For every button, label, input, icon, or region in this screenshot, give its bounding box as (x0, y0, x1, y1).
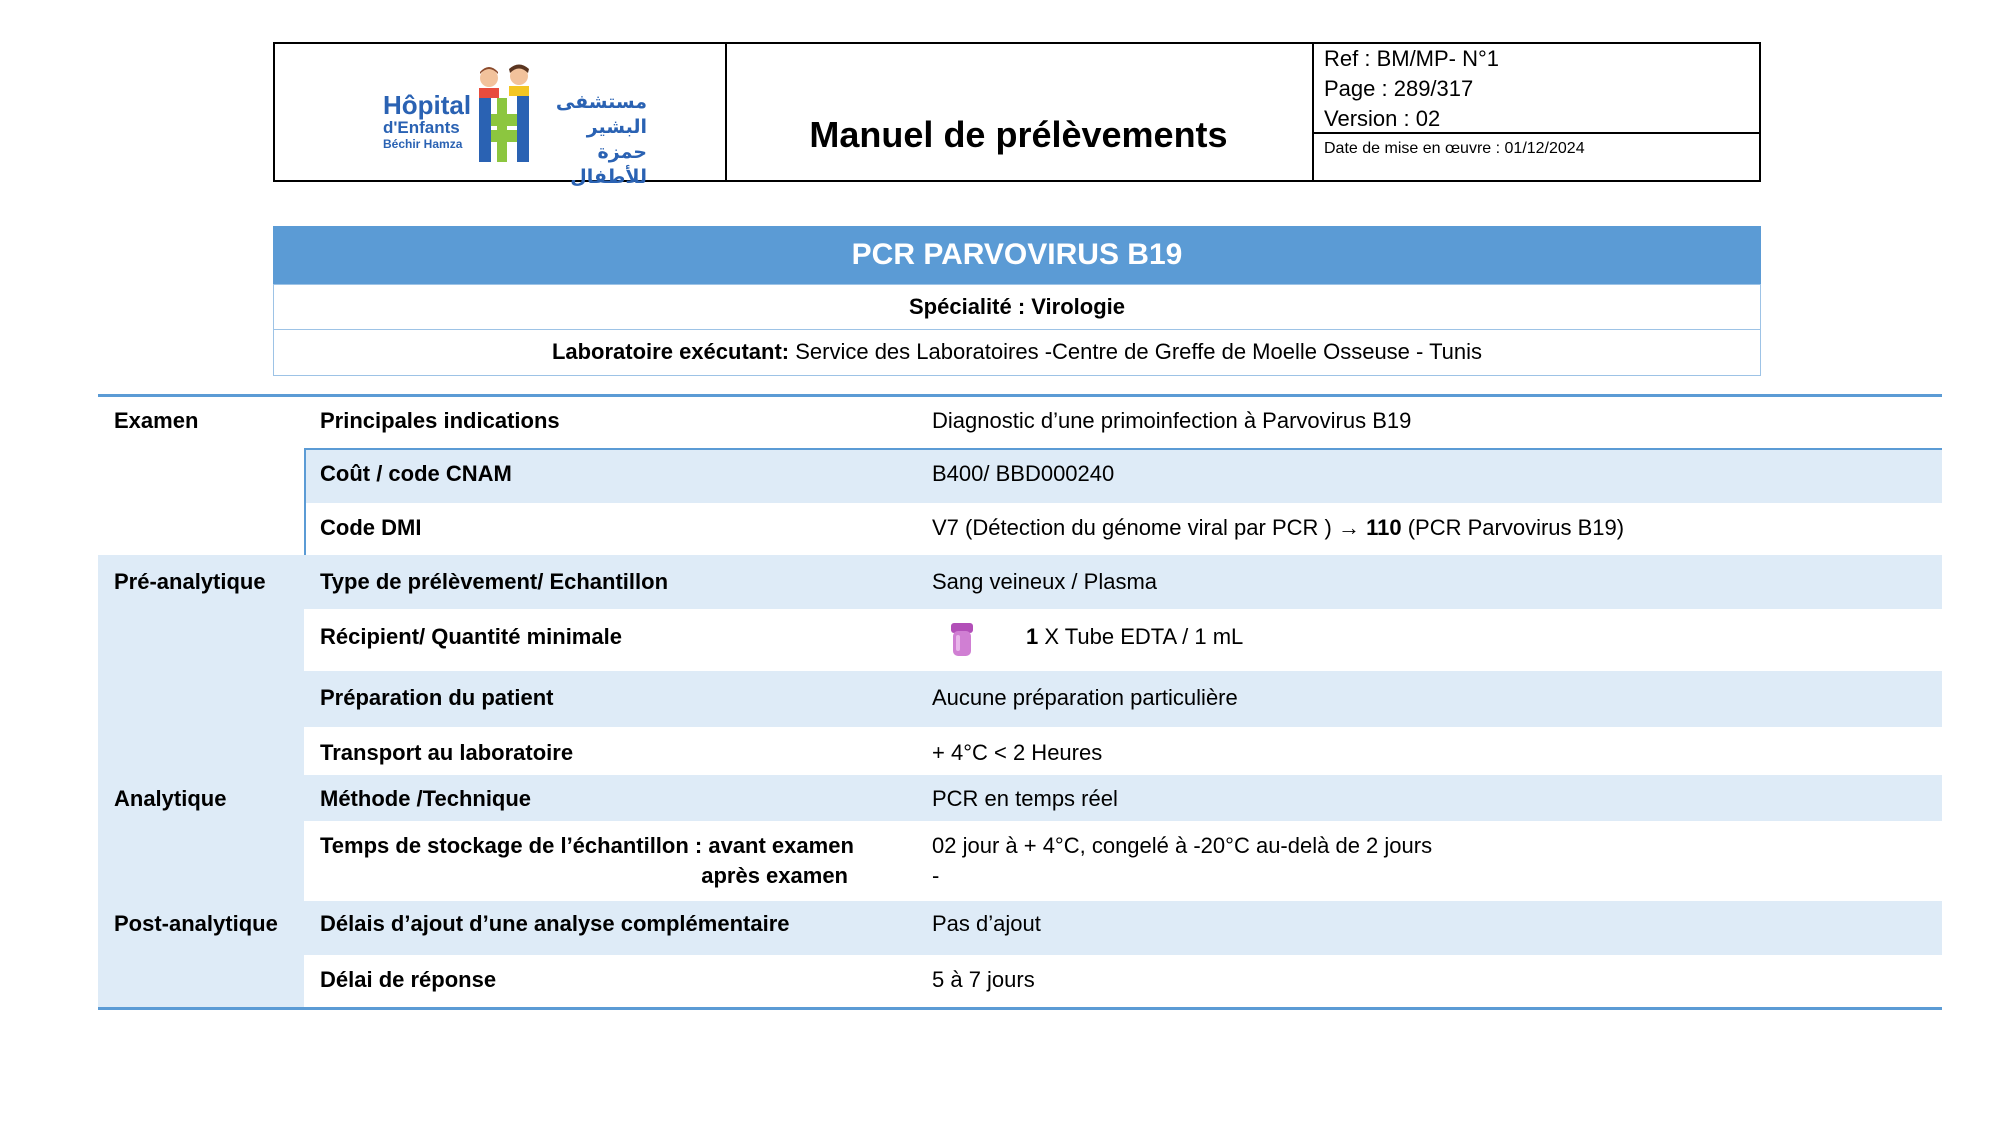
document-header (273, 42, 1761, 188)
dmi-part-a: V7 (Détection du génome viral par PCR ) (932, 515, 1338, 540)
label-preparation: Préparation du patient (320, 685, 554, 710)
exam-title: PCR PARVOVIRUS B19 (273, 226, 1761, 284)
value-methode: PCR en temps réel (932, 786, 1118, 811)
value-recipient (1026, 624, 1243, 650)
lab-text (273, 330, 1761, 376)
ref-text: Ref : BM/MP- N°1 (1324, 46, 1500, 71)
logo-cell (275, 44, 727, 188)
table-bottom-rule (98, 1007, 1942, 1010)
hospital-logo-icon (471, 64, 541, 168)
value-delais: Pas d’ajout (932, 911, 1041, 936)
section-pre-analytique: Pré-analytique (114, 569, 266, 594)
page-text: Page : 289/317 (1324, 76, 1474, 101)
value-stockage-avant: 02 jour à + 4°C, congelé à -20°C au-delà de 2 jours (932, 833, 1433, 858)
label-cout: Coût / code CNAM (320, 461, 512, 486)
label-reponse: Délai de réponse (320, 967, 497, 992)
value-dmi (932, 515, 1624, 541)
label-recipient: Récipient/ Quantité minimale (320, 624, 622, 649)
edta-tube-icon (950, 623, 974, 657)
meta-info (1312, 44, 1759, 134)
value-cout: B400/ BBD000240 (932, 461, 1115, 486)
lab-value: Service des Laboratoires -Centre de Greffe de Moelle Osseuse - Tunis (789, 339, 1483, 364)
value-reponse: 5 à 7 jours (932, 967, 1035, 992)
label-transport: Transport au laboratoire (320, 740, 574, 765)
value-preparation: Aucune préparation particulière (932, 685, 1238, 710)
exam-details-table (98, 394, 1942, 1010)
label-stockage-apres: après examen (701, 863, 848, 888)
recipient-desc: X Tube EDTA / 1 mL (1038, 624, 1244, 649)
label-delais: Délais d’ajout d’une analyse complémentaire (320, 911, 790, 936)
dmi-part-c: (PCR Parvovirus B19) (1401, 515, 1625, 540)
value-transport: + 4°C < 2 Heures (932, 740, 1103, 765)
examen-divider-h (304, 448, 1942, 450)
dmi-code: 110 (1366, 515, 1402, 540)
row-shade (304, 449, 1942, 503)
lab-label: Laboratoire exécutant: (551, 339, 790, 364)
version-text: Version : 02 (1324, 106, 1441, 131)
recipient-qty: 1 (1026, 624, 1039, 649)
section-shade (98, 555, 304, 1008)
section-post-analytique: Post-analytique (114, 911, 278, 936)
row-shade (304, 775, 1942, 821)
value-type: Sang veineux / Plasma (932, 569, 1158, 594)
label-methode: Méthode /Technique (320, 786, 532, 811)
hospital-name-ar: مستشفى البشير حمزة للأطفال (555, 91, 647, 188)
label-dmi: Code DMI (320, 515, 422, 540)
hospital-name-fr: Hôpital d'Enfants Béchir Hamza (383, 90, 472, 151)
value-stockage-apres: - (932, 863, 940, 888)
speciality-text: Spécialité : Virologie (273, 284, 1761, 330)
table-top-rule (98, 394, 1942, 397)
label-stockage-avant: Temps de stockage de l’échantillon : avant examen (320, 833, 854, 858)
date-text: Date de mise en œuvre : 01/12/2024 (1324, 140, 1585, 157)
label-type: Type de prélèvement/ Echantillon (320, 569, 669, 594)
document-title: Manuel de prélèvements (809, 114, 1228, 155)
arrow-right-icon: → (1337, 515, 1360, 540)
section-analytique: Analytique (114, 786, 227, 811)
meta-cell (1312, 44, 1759, 180)
examen-divider-v (304, 449, 306, 555)
label-indications: Principales indications (320, 408, 560, 433)
title-cell (725, 44, 1314, 180)
section-examen: Examen (114, 408, 199, 433)
value-indications: Diagnostic d’une primoinfection à Parvovirus B19 (932, 408, 1412, 433)
